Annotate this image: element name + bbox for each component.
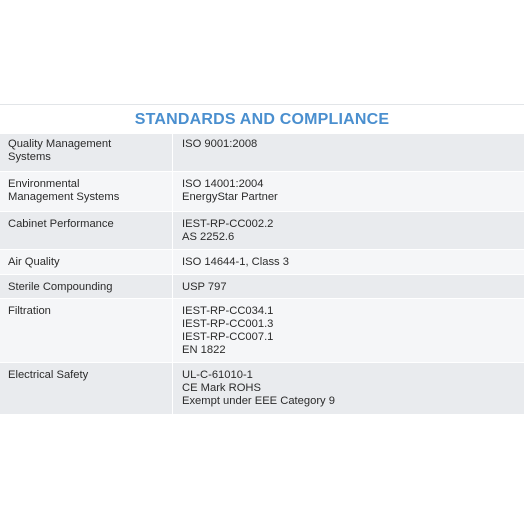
row-value <box>173 134 524 171</box>
table-row <box>0 211 524 249</box>
row-value <box>173 249 524 274</box>
value-line: Exempt under EEE Category 9 <box>182 394 335 407</box>
label-line: Cabinet Performance <box>8 217 114 230</box>
row-value <box>173 298 524 362</box>
table-row <box>0 362 524 414</box>
row-label <box>0 211 173 249</box>
value-line: ISO 14644-1, Class 3 <box>182 255 289 268</box>
value-line: IEST-RP-CC002.2 <box>182 217 274 230</box>
label-line: Systems <box>8 151 51 163</box>
table-row <box>0 171 524 211</box>
label-line: Air Quality <box>8 255 60 268</box>
value-line: AS 2252.6 <box>182 230 235 243</box>
value-line: EN 1822 <box>182 343 226 356</box>
table-row <box>0 134 524 171</box>
label-line: Environmental <box>8 177 80 190</box>
value-line: ISO 14001:2004 <box>182 177 264 190</box>
standards-table <box>0 134 524 415</box>
row-label <box>0 249 173 274</box>
value-line: ISO 9001:2008 <box>182 138 258 150</box>
row-value <box>173 362 524 414</box>
row-value <box>173 171 524 211</box>
label-line: Quality Management <box>8 138 112 150</box>
section-title: STANDARDS AND COMPLIANCE <box>0 105 524 134</box>
label-line: Management Systems <box>8 190 120 203</box>
value-line: EnergyStar Partner <box>182 190 278 203</box>
value-line: USP 797 <box>182 280 227 293</box>
standards-panel <box>0 104 524 415</box>
row-label <box>0 298 173 362</box>
value-line: IEST-RP-CC001.3 <box>182 317 274 330</box>
row-label <box>0 171 173 211</box>
value-line: UL-C-61010-1 <box>182 368 253 381</box>
value-line: CE Mark ROHS <box>182 381 261 394</box>
row-label <box>0 274 173 298</box>
label-line: Sterile Compounding <box>8 280 113 293</box>
value-line: IEST-RP-CC034.1 <box>182 304 274 317</box>
table-row <box>0 274 524 298</box>
row-value <box>173 211 524 249</box>
row-label <box>0 134 173 171</box>
row-value <box>173 274 524 298</box>
row-label <box>0 362 173 414</box>
label-line: Filtration <box>8 304 51 317</box>
table-row <box>0 298 524 362</box>
label-line: Electrical Safety <box>8 368 89 381</box>
value-line: IEST-RP-CC007.1 <box>182 330 274 343</box>
table-row <box>0 249 524 274</box>
